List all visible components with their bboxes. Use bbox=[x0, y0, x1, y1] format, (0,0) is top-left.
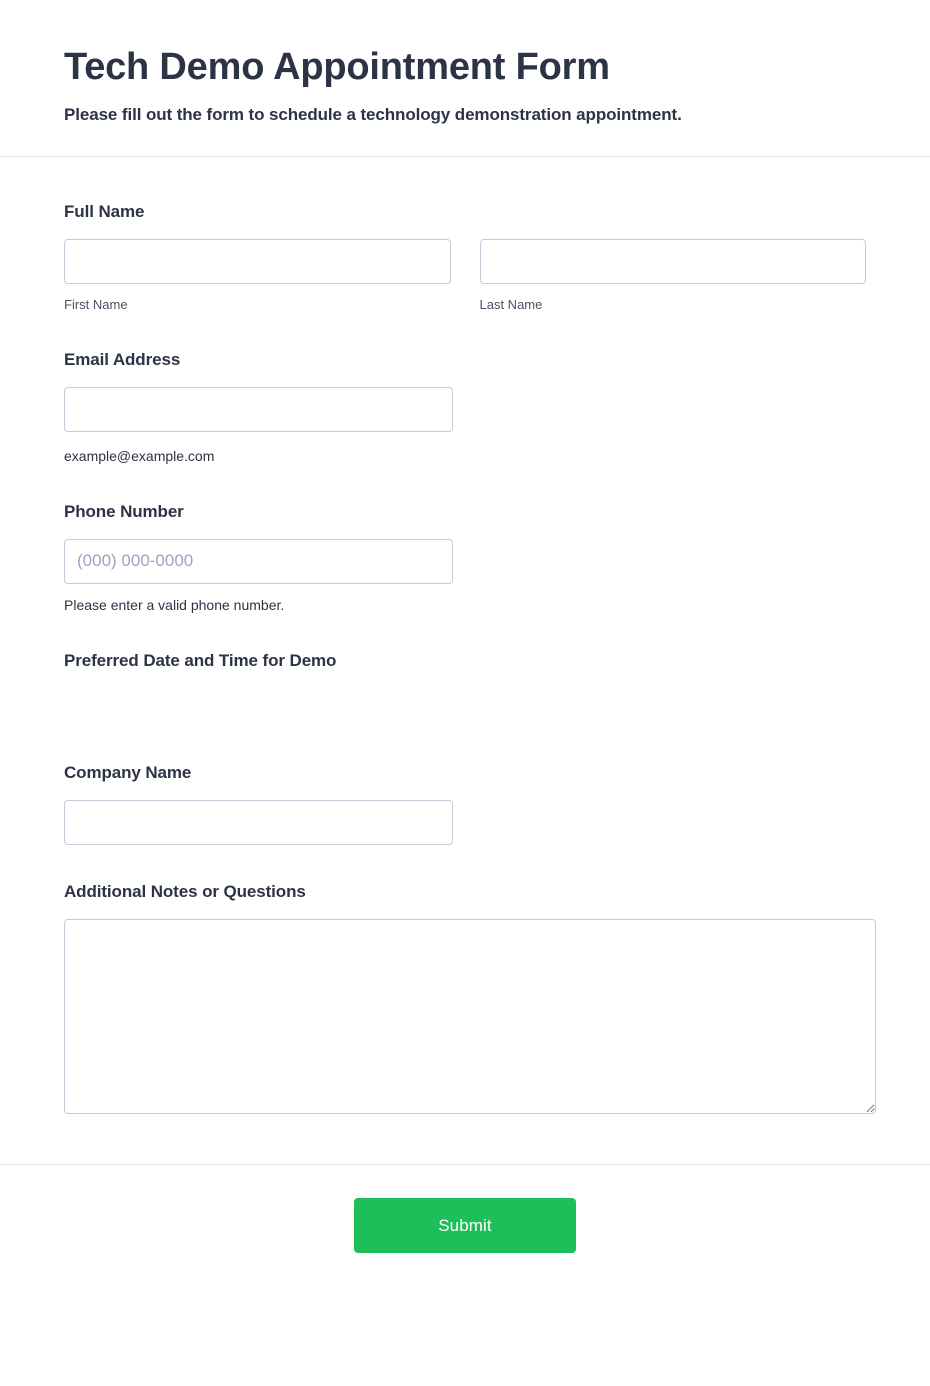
form-subtitle: Please fill out the form to schedule a technology demonstration appointment. bbox=[64, 105, 682, 124]
field-group-notes bbox=[64, 881, 866, 1114]
company-name-input[interactable] bbox=[64, 800, 453, 845]
email-field[interactable] bbox=[64, 387, 453, 432]
first-name-input[interactable] bbox=[64, 239, 451, 284]
company-name-label: Company Name bbox=[64, 763, 192, 782]
phone-input[interactable] bbox=[64, 539, 453, 584]
form-header bbox=[0, 0, 930, 156]
first-name-sub-label: First Name bbox=[64, 297, 128, 312]
full-name-subfields bbox=[64, 239, 866, 313]
submit-button[interactable]: Submit bbox=[354, 1198, 576, 1253]
full-name-label: Full Name bbox=[64, 202, 145, 221]
phone-hint: Please enter a valid phone number. bbox=[64, 597, 285, 613]
last-name-input[interactable] bbox=[480, 239, 867, 284]
first-name-wrapper bbox=[64, 239, 451, 313]
form-body bbox=[0, 157, 930, 1164]
field-group-full-name bbox=[64, 201, 866, 313]
field-group-preferred-datetime bbox=[64, 650, 866, 726]
field-group-company bbox=[64, 762, 866, 845]
phone-label: Phone Number bbox=[64, 502, 184, 521]
email-hint: example@example.com bbox=[64, 448, 215, 464]
email-label: Email Address bbox=[64, 350, 181, 369]
additional-notes-label: Additional Notes or Questions bbox=[64, 882, 306, 901]
last-name-wrapper bbox=[480, 239, 867, 313]
last-name-sub-label: Last Name bbox=[479, 297, 543, 312]
preferred-datetime-label: Preferred Date and Time for Demo bbox=[64, 651, 337, 670]
form-footer bbox=[0, 1165, 930, 1293]
field-group-email bbox=[64, 349, 866, 465]
additional-notes-textarea[interactable] bbox=[64, 919, 876, 1114]
preferred-datetime-empty-space bbox=[64, 672, 866, 726]
page-title: Tech Demo Appointment Form bbox=[64, 46, 610, 88]
field-group-phone bbox=[64, 501, 866, 614]
